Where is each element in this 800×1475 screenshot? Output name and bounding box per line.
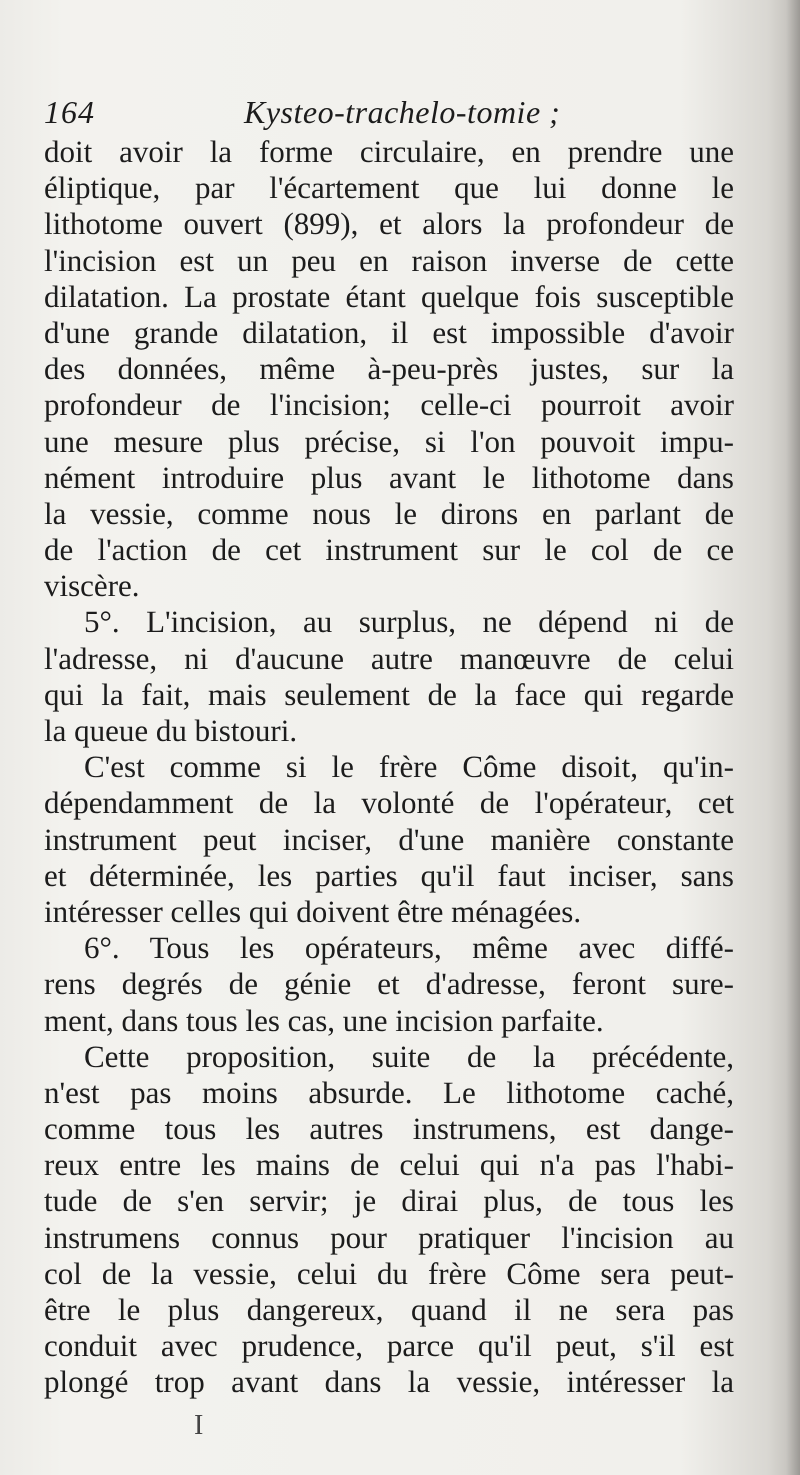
text-line: rens degrés de génie et d'adresse, feront sure- xyxy=(44,966,734,1002)
text-line: doit avoir la forme circulaire, en prendre une xyxy=(44,134,734,169)
text-line: reux entre les mains de celui qui n'a pas l'habi- xyxy=(44,1147,734,1183)
page-header xyxy=(44,94,734,138)
text-line: de l'action de cet instrument sur le col de ce xyxy=(44,532,734,568)
text-line: éliptique, par l'écartement que lui donne le xyxy=(44,170,734,206)
text-line: tude de s'en servir; je dirai plus, de tous les xyxy=(44,1183,734,1219)
text-line: l'adresse, ni d'aucune autre manœuvre de celui xyxy=(44,640,734,676)
text-line: dilatation. La prostate étant quelque fois susceptible xyxy=(44,278,734,314)
text-line: plongé trop avant dans la vessie, intéresser la xyxy=(44,1364,734,1400)
text-line: profondeur de l'incision; celle-ci pourroit avoir xyxy=(44,387,734,423)
text-line: dépendamment de la volonté de l'opérateur, cet xyxy=(44,785,734,821)
text-line: 6°. Tous les opérateurs, même avec diffé- xyxy=(84,930,734,966)
text-line: instrument peut inciser, d'une manière constante xyxy=(44,821,734,857)
text-line: la queue du bistouri. xyxy=(44,713,298,748)
text-line: l'incision est un peu en raison inverse de cette xyxy=(44,242,734,278)
text-line: une mesure plus précise, si l'on pouvoit impu- xyxy=(44,423,734,459)
text-line: viscère. xyxy=(44,568,140,604)
footer-mark: I xyxy=(194,1410,204,1441)
text-line: d'une grande dilatation, il est impossible d'avoir xyxy=(44,314,734,350)
text-line: être le plus dangereux, quand il ne sera pas xyxy=(44,1292,734,1327)
running-head: Kysteo-trachelo-tomie ; xyxy=(244,94,561,130)
text-line: col de la vessie, celui du frère Côme sera peut- xyxy=(44,1255,734,1291)
text-line: qui la fait, mais seulement de la face qui regarde xyxy=(44,676,734,712)
page-number: 164 xyxy=(44,94,95,130)
text-line: et déterminée, les parties qu'il faut inciser, sans xyxy=(44,857,734,893)
body-text xyxy=(44,134,734,1401)
text-line: C'est comme si le frère Côme disoit, qu'in- xyxy=(84,749,734,785)
text-line: conduit avec prudence, parce qu'il peut, s'il est xyxy=(44,1328,734,1364)
text-line: instrumens connus pour pratiquer l'incision au xyxy=(44,1219,734,1255)
page-edge-shadow xyxy=(786,0,800,1475)
text-line: lithotome ouvert (899), et alors la profondeur de xyxy=(44,206,734,242)
text-line: n'est pas moins absurde. Le lithotome caché, xyxy=(44,1074,734,1110)
text-line: comme tous les autres instrumens, est dange- xyxy=(44,1111,734,1147)
text-line: 5°. L'incision, au surplus, ne dépend ni de xyxy=(84,604,734,640)
text-line: ment, dans tous les cas, une incision parfaite. xyxy=(44,1002,604,1038)
text-line: intéresser celles qui doivent être ménagées. xyxy=(44,893,582,929)
text-line: la vessie, comme nous le dirons en parlant de xyxy=(44,495,734,531)
text-line: Cette proposition, suite de la précédente, xyxy=(84,1038,734,1074)
text-line: nément introduire plus avant le lithotome dans xyxy=(44,459,734,495)
text-line: des données, même à-peu-près justes, sur la xyxy=(44,351,734,387)
